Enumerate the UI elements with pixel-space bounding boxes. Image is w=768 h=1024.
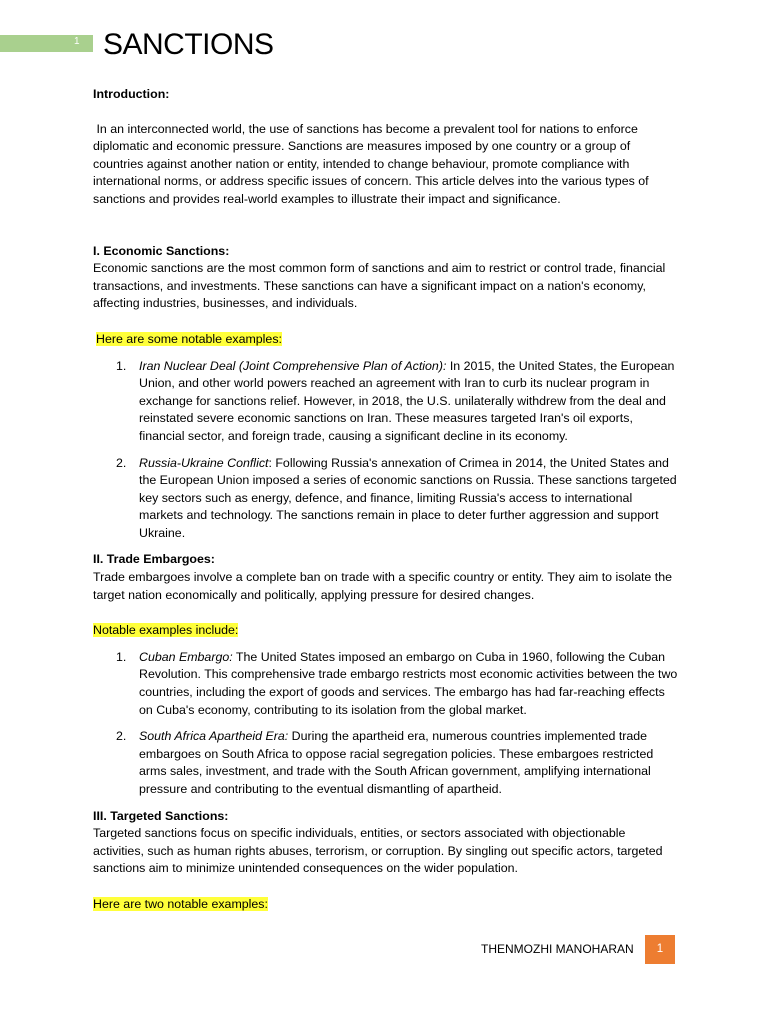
economic-heading: I. Economic Sanctions:: [93, 243, 230, 258]
economic-paragraph: Economic sanctions are the most common form of sanctions and aim to restrict or control trade, financial transactions, and investments. These sanctions can have a significant impact on a nation's economy, affecting industries, businesses, and individuals.: [93, 261, 666, 311]
document-body: [93, 86, 678, 914]
intro-heading: Introduction:: [93, 87, 170, 101]
list-item: [93, 455, 678, 543]
list-item: [93, 358, 678, 446]
list-item-text: In 2015, the United States, the European Union, and other world powers reached an agreement with Iran to curb its nuclear program in exchange for sanctions relief. However, in 2018, the U.S. unilaterally withdrew from the deal and reinstated severe economic sanctions on Iran. These measures targeted Iran's oil exports, financial sector, and foreign trade, causing a significant decline in its economy.: [139, 358, 675, 443]
footer-author: THENMOZHI MANOHARAN: [481, 942, 634, 956]
page-title: SANCTIONS: [103, 28, 274, 61]
list-item-text: During the apartheid era, numerous countries implemented trade embargoes on South Africa to oppose racial segregation policies. These embargoes restricted arms sales, investment, and trade with the South African government, amplifying international pressure and contributing to the eventual dismantling of apartheid.: [139, 729, 654, 796]
list-item-text: : Following Russia's annexation of Crimea in 2014, the United States and the European Union imposed a series of economic sanctions on Russia. These sanctions targeted key sectors such as energy, defence, and finance, limiting Russia's access to international markets and technology. The sanctions remain in place to deter further aggression and support Ukraine.: [139, 455, 677, 540]
targeted-paragraph: Targeted sanctions focus on specific individuals, entities, or sectors associated with objectionable activities, such as human rights abuses, terrorism, or corruption. By singling out specific actors, targeted sanctions aim to minimize unintended consequences on the wider population.: [93, 826, 663, 876]
list-number: 2.: [116, 455, 127, 470]
list-item: [93, 728, 678, 798]
trade-heading: II. Trade Embargoes:: [93, 552, 215, 567]
list-number: 1.: [116, 649, 127, 664]
list-item-title: Iran Nuclear Deal (Joint Comprehensive Plan of Action):: [139, 358, 447, 373]
intro-paragraph: In an interconnected world, the use of sanctions has become a prevalent tool for nations to enforce diplomatic and economic pressure. Sanctions are measures imposed by one country or a group of countries against another nation or entity, intended to change behaviour, promote compliance with international norms, or address specific issues of concern. This article delves into the various types of sanctions and provides real-world examples to illustrate their impact and significance.: [93, 121, 653, 206]
list-item-title: Russia-Ukraine Conflict: [139, 455, 269, 470]
trade-examples-label: Notable examples include:: [93, 623, 239, 638]
trade-paragraph: Trade embargoes involve a complete ban on trade with a specific country or entity. They aim to isolate the target nation economically and politically, applying pressure for desired changes.: [93, 570, 672, 602]
list-item: [93, 649, 678, 719]
list-item-title: Cuban Embargo:: [139, 649, 233, 664]
header-page-number: 1: [74, 36, 80, 47]
list-item-text: The United States imposed an embargo on Cuba in 1960, following the Cuban Revolution. This comprehensive trade embargo restricts most economic activities between the two countries, including the export of goods and services. The embargo has had far-reaching effects on Cuba's economy, contributing to its isolation from the global market.: [139, 649, 678, 717]
list-number: 2.: [116, 729, 127, 744]
footer-page-number: 1: [645, 935, 675, 964]
trade-examples-list: [93, 649, 678, 799]
economic-examples-label: Here are some notable examples:: [96, 331, 282, 346]
list-number: 1.: [116, 358, 127, 373]
targeted-heading: III. Targeted Sanctions:: [93, 808, 229, 823]
economic-examples-list: [93, 358, 678, 543]
targeted-examples-label: Here are two notable examples:: [93, 896, 268, 911]
list-item-title: South Africa Apartheid Era:: [139, 729, 289, 744]
